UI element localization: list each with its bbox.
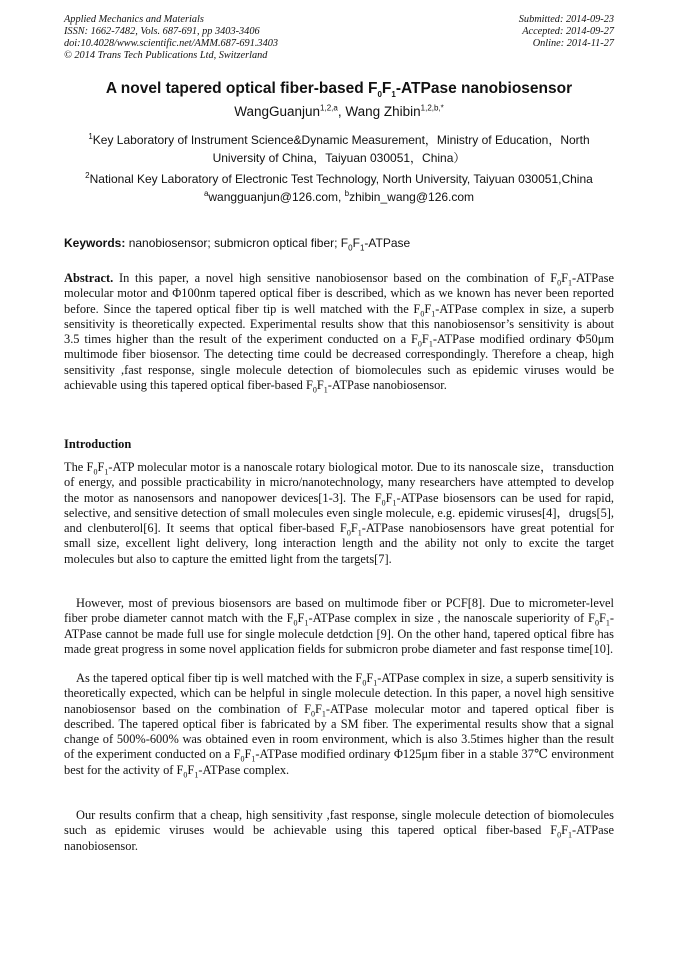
section-heading-introduction: Introduction [64,437,132,451]
copyright-line: © 2014 Trans Tech Publications Ltd, Switzerland [64,50,268,61]
intro-paragraph-1: The $F_0F_1$-ATP molecular motor is a nanoscale rotary biological motor. Due to its nanoscale size，transduction of energy, and possible practicability in micro/nanotechnology, many researchers have attempted to develop the motor as nanosensors and nanopower devices[1-3]. The $F_0F_1$-ATPase biosensors can be used for rapid, selective, and sensitive detection of small molecules even single molecule, e.g. epidemic viruses[4]，drugs[5], and clenbuterol[6]. It seems that optical fiber-based $F_0F_1$-ATPase nanobiosensors have great potential for small size, excellent light delivery, long interaction length and the ability not only to excite the target molecules but also to capture the emitted light from the targets[7]. [64,460,614,566]
journal-info [64,14,278,62]
author-2: Wang Zhibin [345,104,421,119]
abstract-label: Abstract. [64,271,114,285]
submitted-date: Submitted: 2014-09-23 [518,14,614,25]
affiliation-1: $^1$Key Laboratory of Instrument Science&Dynamic Measurement，Ministry of Education，North University of China，Taiyuan 030051，China） [88,132,590,165]
issn-line: ISSN: 1662-7482, Vols. 687-691, pp 3403-3406 [64,26,260,37]
submission-dates [519,14,614,50]
paper-title: A novel tapered optical fiber-based $F_0F_1$-ATPase nanobiosensor [105,80,573,100]
journal-name: Applied Mechanics and Materials [64,14,204,25]
intro-paragraph-2: However, most of previous biosensors are based on multimode fiber or PCF[8]. Due to micrometer-level fiber probe diameter cannot match with the $F_0F_1$-ATPase complex in size , the nanoscale superiority of $F_0F_1$-ATPase cannot be made full use for single molecule detdction [9]. On the other hand, tapered optical fibre has made great progress in some novel application fields for submicron probe diameter and fast response time[10]. [64,596,615,656]
intro-paragraph-3: As the tapered optical fiber tip is well matched with the $F_0F_1$-ATPase complex in size, a superb sensitivity is theoretically expected, which can be helpful in single molecule detection. In this paper, a novel high sensitive nanobiosensor based on the combination of $F_0F_1$-ATPase molecular motor and tapered optical fiber is described. The tapered optical fiber is fabricated by a SM fiber. The experimental results show that a signal change of 500%-600% was obtained even in room environment, which is also 3.5times higher than the result of the experiment conducted on a $F_0F_1$-ATPase modified ordinary Φ125μm fiber in a stable 37℃ environment best for the activity of $F_0F_1$-ATPase complex. [64,671,614,780]
author-1: WangGuanjun [234,104,321,119]
affiliation-2: $^2$National Key Laboratory of Electronic Test Technology, North University, Taiyuan 030051,China [85,171,593,186]
intro-paragraph-4: Our results confirm that a cheap, high sensitivity ,fast response, single molecule detection of biomolecules such as epidemic viruses would be achievable using this tapered optical fiber-based $F_0F_1$-ATPase nanobiosensor. [64,808,614,853]
accepted-date: Accepted: 2014-09-27 [522,26,614,37]
author-emails: $^a$wangguanjun@126.com, $^b$zhibin_wang@126.com [203,189,475,204]
abstract: Abstract. In this paper, a novel high sensitive nanobiosensor based on the combination of $F_0F_1$-ATPase molecular motor and Φ100nm tapered optical fiber is described, which as we known has never been reported before. Since the tapered optical fiber tip is well matched with the $F_0F_1$-ATPase complex in size, a superb sensitivity is theoretically expected. Experimental results show that this nanobiosensor’s sensitivity is about 3.5 times higher than the result of the experiment conducted on a $F_0F_1$-ATPase modified ordinary Φ50μm multimode fiber biosensor. The detecting time could be decreased correspondingly. Therefore a cheap, high sensitivity ,fast response, single molecule detection of biomolecules such as epidemic viruses would be achievable using this tapered optical fiber-based $F_0F_1$-ATPase nanobiosensor. [64,271,614,395]
keywords-label: Keywords: [64,236,126,250]
online-date: Online: 2014-11-27 [532,38,614,49]
keywords: Keywords: nanobiosensor; submicron optical fiber; $F_0F_1$-ATPase [64,236,411,253]
author-list: WangGuanjun$^{1,2,a}$, Wang Zhibin$^{1,2,b,*}$ [234,103,444,119]
doi-line: doi:10.4028/www.scientific.net/AMM.687-691.3403 [64,38,279,49]
